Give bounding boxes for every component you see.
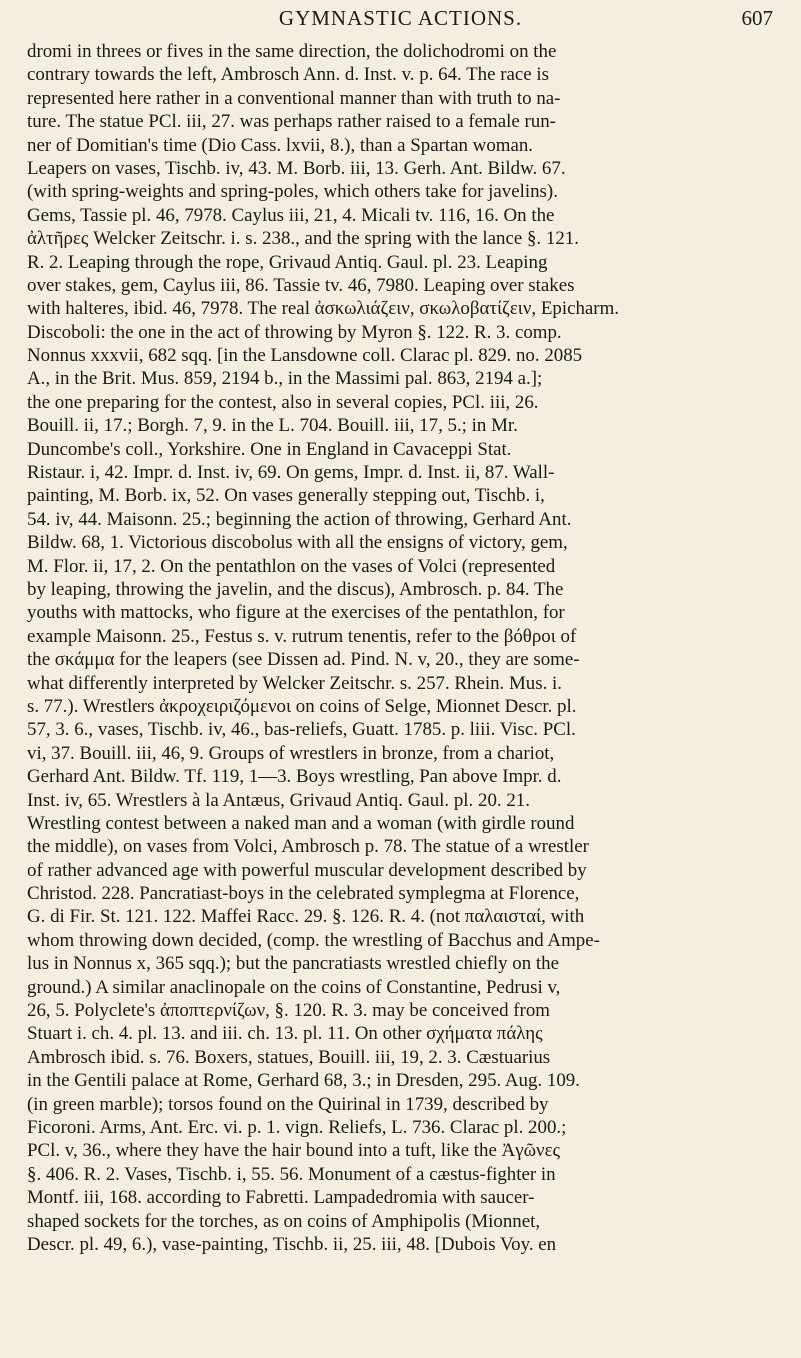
text-line: Descr. pl. 49, 6.), vase-painting, Tischb. ii, 25. iii, 48. [Dubois Voy. en — [27, 1233, 557, 1255]
text-line: the middle), on vases from Volci, Ambrosch p. 78. The statue of a wrestler — [27, 836, 589, 858]
text-line: youths with mattocks, who figure at the exercises of the pentathlon, for — [27, 602, 565, 624]
text-line: Inst. iv, 65. Wrestlers à la Antæus, Grivaud Antiq. Gaul. pl. 20. 21. — [27, 789, 530, 811]
text-line: with halteres, ibid. 46, 7978. The real ἀσκωλιάζειν, σκωλοβατίζειν, Epicharm. — [27, 298, 620, 320]
text-line: what differently interpreted by Welcker Zeitschr. s. 257. Rhein. Mus. i. — [27, 672, 562, 694]
body-text — [27, 40, 779, 1256]
text-line: whom throwing down decided, (comp. the wrestling of Bacchus and Ampe- — [27, 929, 600, 951]
text-line: Ambrosch ibid. s. 76. Boxers, statues, Bouill. iii, 19, 2. 3. Cæstuarius — [27, 1046, 551, 1068]
text-line: Stuart i. ch. 4. pl. 13. and iii. ch. 13. pl. 11. On other σχήματα πάλης — [27, 1023, 543, 1045]
text-line: Discoboli: the one in the act of throwing by Myron §. 122. R. 3. comp. — [27, 321, 562, 343]
text-line: the σκάμμα for the leapers (see Dissen ad. Pind. N. v, 20., they are some- — [27, 649, 580, 671]
text-line: shaped sockets for the torches, as on coins of Amphipolis (Mionnet, — [27, 1210, 541, 1232]
text-line: by leaping, throwing the javelin, and the discus), Ambrosch. p. 84. The — [27, 578, 564, 600]
text-line: Gerhard Ant. Bildw. Tf. 119, 1—3. Boys wrestling, Pan above Impr. d. — [27, 766, 562, 788]
text-line: ture. The statue PCl. iii, 27. was perhaps rather raised to a female run- — [27, 111, 556, 133]
text-line: ἀλτῆρες Welcker Zeitschr. i. s. 238., and the spring with the lance §. 121. — [27, 228, 579, 250]
text-line: of rather advanced age with powerful muscular development described by — [27, 859, 587, 881]
page-number: 607 — [741, 6, 773, 30]
text-line: ground.) A similar anaclinopale on the coins of Constantine, Pedrusi v, — [27, 976, 561, 998]
text-line: Montf. iii, 168. according to Fabretti. Lampadedromia with saucer- — [27, 1187, 535, 1209]
text-line: §. 406. R. 2. Vases, Tischb. i, 55. 56. Monument of a cæstus-fighter in — [27, 1163, 556, 1185]
text-line: Christod. 228. Pancratiast-boys in the celebrated symplegma at Florence, — [27, 883, 580, 905]
text-line: ner of Domitian's time (Dio Cass. lxvii, 8.), than a Spartan woman. — [27, 134, 534, 156]
text-line: Wrestling contest between a naked man and a woman (with girdle round — [27, 812, 575, 834]
text-line: PCl. v, 36., where they have the hair bound into a tuft, like the Ἀγῶνες — [27, 1140, 560, 1162]
text-line: vi, 37. Bouill. iii, 46, 9. Groups of wrestlers in bronze, from a chariot, — [27, 742, 555, 764]
text-line: over stakes, gem, Caylus iii, 86. Tassie tv. 46, 7980. Leaping over stakes — [27, 274, 575, 296]
text-line: contrary towards the left, Ambrosch Ann. d. Inst. v. p. 64. The race is — [27, 64, 549, 86]
text-line: 26, 5. Polyclete's ἀποπτερνίζων, §. 120. R. 3. may be conceived from — [27, 1000, 550, 1022]
text-line: Bouill. ii, 17.; Borgh. 7, 9. in the L. 704. Bouill. iii, 17, 5.; in Mr. — [27, 415, 518, 437]
text-line: Ficoroni. Arms, Ant. Erc. vi. p. 1. vign. Reliefs, L. 736. Clarac pl. 200.; — [27, 1116, 567, 1138]
text-line: Leapers on vases, Tischb. iv, 43. M. Borb. iii, 13. Gerh. Ant. Bildw. 67. — [27, 157, 566, 179]
text-line: Gems, Tassie pl. 46, 7978. Caylus iii, 21, 4. Micali tv. 116, 16. On the — [27, 204, 555, 226]
text-line: 54. iv, 44. Maisonn. 25.; beginning the action of throwing, Gerhard Ant. — [27, 508, 572, 530]
text-line: the one preparing for the contest, also in several copies, PCl. iii, 26. — [27, 391, 539, 413]
text-line: dromi in threes or fives in the same direction, the dolichodromi on the — [27, 41, 557, 62]
text-line: in the Gentili palace at Rome, Gerhard 68, 3.; in Dresden, 295. Aug. 109. — [27, 1070, 580, 1092]
text-line: R. 2. Leaping through the rope, Grivaud Antiq. Gaul. pl. 23. Leaping — [27, 251, 548, 273]
text-line: Bildw. 68, 1. Victorious discobolus with all the ensigns of victory, gem, — [27, 532, 568, 554]
text-line: s. 77.). Wrestlers ἀκροχειριζόμενοι on coins of Selge, Mionnet Descr. pl. — [27, 695, 577, 717]
text-line: represented here rather in a conventional manner than with truth to na- — [27, 87, 561, 109]
text-line: lus in Nonnus x, 365 sqq.); but the pancratiasts wrestled chiefly on the — [27, 953, 559, 975]
text-line: Nonnus xxxvii, 682 sqq. [in the Lansdowne coll. Clarac pl. 829. no. 2085 — [27, 345, 583, 367]
text-line: A., in the Brit. Mus. 859, 2194 b., in the Massimi pal. 863, 2194 a.]; — [27, 368, 543, 390]
text-line: example Maisonn. 25., Festus s. v. rutrum tenentis, refer to the βόθροι of — [27, 625, 577, 647]
text-line: painting, M. Borb. ix, 52. On vases generally stepping out, Tischb. i, — [27, 485, 545, 507]
text-line: 57, 3. 6., vases, Tischb. iv, 46., bas-reliefs, Guatt. 1785. p. liii. Visc. PCl. — [27, 719, 576, 741]
text-line: Ristaur. i, 42. Impr. d. Inst. iv, 69. On gems, Impr. d. Inst. ii, 87. Wall- — [27, 462, 555, 484]
running-head — [0, 6, 801, 36]
text-line: Duncombe's coll., Yorkshire. One in England in Cavaceppi Stat. — [27, 438, 512, 460]
running-title: GYMNASTIC ACTIONS. — [278, 6, 523, 30]
text-line: M. Flor. ii, 17, 2. On the pentathlon on the vases of Volci (represented — [27, 555, 556, 577]
text-line: G. di Fir. St. 121. 122. Maffei Racc. 29. §. 126. R. 4. (not παλαισταί, with — [27, 906, 585, 928]
text-line: (in green marble); torsos found on the Quirinal in 1739, described by — [27, 1093, 549, 1115]
text-line: (with spring-weights and spring-poles, which others take for javelins). — [27, 181, 558, 203]
